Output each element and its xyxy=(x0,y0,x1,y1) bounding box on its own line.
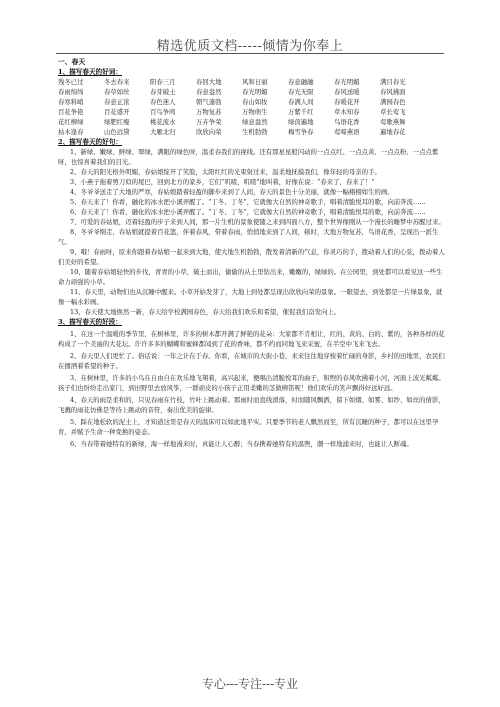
phrase: 百鸟争鸣 xyxy=(150,108,176,116)
page-footer: 专心---专注---专业 xyxy=(201,677,299,691)
phrase: 桃花流水 xyxy=(150,118,176,126)
phrase: 万物复苏 xyxy=(196,108,222,116)
phrase: 满园春色 xyxy=(380,98,406,106)
phrase: 草木知春 xyxy=(334,108,360,116)
phrase: 朝气蓬勃 xyxy=(196,98,222,106)
phrase: 绿肥红瘦 xyxy=(104,118,130,126)
phrase: 残冬已过 xyxy=(58,78,84,86)
phrase: 风和日丽 xyxy=(242,78,268,86)
phrase: 春暖花开 xyxy=(334,98,360,106)
phrase: 春风送暖 xyxy=(334,88,360,96)
phrase: 冬去春来 xyxy=(104,78,130,86)
paragraph: 6、当春带着她特有的新绿，海一样地漫来时，真能让人心醉；当春携着她特有的温煦，潮一样地涌来时，也能让人断魂。 xyxy=(70,440,413,448)
subheading-sentences: 2、描写春天的好句： xyxy=(58,138,122,146)
sentence: 3、小燕子拖着剪刀似的尾巴，回到北方的家乡，它们“叽喳，叽喳”地叫着，好像在说：“春来了，春来了！” xyxy=(70,178,375,186)
sentence: 13、春天使大地焕然一新，春天给学校满园春色，春天给我们欢乐和希望，催促我们奋发向上。 xyxy=(70,308,341,316)
phrase: 春光明媚 xyxy=(242,88,268,96)
phrase: 春草如丝 xyxy=(104,88,130,96)
sentence: 8、冬爷爷刚走，春姑娘就提着百花篮，伴着春风，带着春雨，悄悄地来到了人间，顿时，大地万物复苏，鸟语花香，呈现出一派生气。 xyxy=(58,228,439,246)
phrase: 春意盎然 xyxy=(196,88,222,96)
phrase-row xyxy=(58,77,446,87)
phrase: 百花盛开 xyxy=(104,108,130,116)
phrase: 春满人间 xyxy=(288,98,314,106)
phrase-row xyxy=(58,107,446,117)
subheading-words: 1、描写春天的好词： xyxy=(58,68,122,76)
phrase: 春意正浓 xyxy=(104,98,130,106)
phrase-row xyxy=(58,87,446,97)
page-header: 精选优质文档-----倾情为你奉上 xyxy=(156,39,344,54)
phrase: 春意融融 xyxy=(288,78,314,86)
phrase: 花红柳绿 xyxy=(58,118,84,126)
sentence: 1、新绿、嫩绿、鲜绿、翠绿，满眼的绿色呀，温柔春我们的视线。还有那星星般闪动的一点点红、一点点黄、一点点粉、一点点紫呀，也惊喜着我们的目光。 xyxy=(58,148,439,166)
sentence: 2、春天的阳光格外明媚，春姑娘绽开了笑脸，太阳红红的光束射过来，温柔地抚摸我们，像年轻的母亲的手。 xyxy=(70,168,381,176)
paragraph: 5、踩在地松软的泥土上，才知道这里是春天的温床可以如此地平实。只要季节的老人飘然而至，所有沉睡的种子，都可以在这里孕育，并赋予生命一种变换的姿态。 xyxy=(58,418,439,436)
sentence: 10、随着春姑娘轻快的步伐，青青的小草，破土而出，偷偷的从土里钻出来，嫩嫩的，绿绿的。在公园里，到处都可以看见这一些生命力顽强的小草。 xyxy=(58,268,443,286)
phrase: 春回大地 xyxy=(196,78,222,86)
phrase: 满目春光 xyxy=(380,78,406,86)
sentence: 11、春天里，动物们也从沉睡中醒来。小草开始发芽了，大地上到处都呈现出欣欣向荣的景象。一眼望去，到处都是一片绿景象，就像一幅水彩画。 xyxy=(58,288,443,306)
phrase: 春色迷人 xyxy=(150,98,176,106)
phrase: 万物萌生 xyxy=(242,108,268,116)
phrase-row xyxy=(58,117,446,127)
phrase-grid xyxy=(58,77,446,137)
phrase: 万卉争荣 xyxy=(196,118,222,126)
phrase: 生机勃勃 xyxy=(242,128,268,136)
paragraph: 3、在树林里，许多的小鸟在自由自在欢乐地飞翔着，高兴起来，便唱出清脆悦耳的曲子，和煦的春风吹拂着小河，河面上波光粼粼。孩子们也纷纷走出家门，到田野里去放风筝，一群顽皮的小孩子正用柔嫩的茎做柳笛呢！他们欢乐的笑声飘得好远好远。 xyxy=(58,374,445,392)
phrase: 绿意盎然 xyxy=(242,118,268,126)
subheading-paragraphs: 3、描写春天的好段： xyxy=(58,318,122,326)
paragraph: 2、春天里人们更忙了。俗话说：一年之计在于春。你看，在城市的大街小巷，来来往往地穿梭着忙碌的身影，乡村的田地里，农民们在播洒着希望的种子。 xyxy=(58,352,445,370)
sentence: 9、哦！春雨呀，原来你跟着春姑娘一起来到大地，使大地生机勃勃，散发着清新的气息，你灵巧的手，拨动着人们的心弦，拨动着人们美好的希望。 xyxy=(58,248,445,266)
phrase: 枯木逢春 xyxy=(58,128,84,136)
phrase: 百花争艳 xyxy=(58,108,84,116)
phrase: 遍地春花 xyxy=(380,128,406,136)
sentence: 6、春天来了！你看，融化的冰水把小溪弄醒了。“丁冬、丁冬”，它就像大自然的神奇歌手，唱着清脆悦耳的歌，向前奔流…… xyxy=(70,208,426,216)
phrase: 莺啼燕语 xyxy=(334,128,360,136)
phrase: 春风拂面 xyxy=(380,88,406,96)
phrase: 山色远黛 xyxy=(104,128,130,136)
phrase: 草长莺飞 xyxy=(380,108,406,116)
phrase-row xyxy=(58,97,446,107)
phrase: 莺歌燕舞 xyxy=(380,118,406,126)
phrase: 春寒料峭 xyxy=(58,98,84,106)
phrase: 阳春三月 xyxy=(150,78,176,86)
phrase: 春芽破土 xyxy=(150,88,176,96)
phrase: 春光无限 xyxy=(288,88,314,96)
paragraph: 4、春天的雨是柔和的，只见春雨在竹枝，竹叶上跳动着。那雨时而直线滑落，时而随风飘洒，留下如烟、如雾、如纱、如丝的倩影，飞溅的雨花仿佛是等待上跳动的音符，奏出优美的旋律。 xyxy=(58,396,445,414)
paragraph: 1、在这一个温暖的季节里，在树林里，许多的树木都开满了鲜艳的花朵：大家都不肯相让，红的、黄的、白的、紫的，各种各样的花构成了一个美丽的大花坛。许许多多的蝴蝶和蜜蜂都闻到了花的香味，都不约而同地飞来采蜜，在半空中飞来飞去。 xyxy=(58,330,445,348)
section-title: 一、春天 xyxy=(58,58,86,66)
phrase: 欣欣向荣 xyxy=(196,128,222,136)
document-body xyxy=(58,57,446,449)
phrase: 万紫千红 xyxy=(288,108,314,116)
sentence: 5、春天来了！你看，融化的冰水把小溪弄醒了。“丁冬、丁冬”，它就像大自然的神奇歌手，唱着清脆悦耳的歌，向前奔流…… xyxy=(70,198,426,206)
header-rule xyxy=(56,53,444,54)
phrase: 春山如妆 xyxy=(242,98,268,106)
phrase: 大雁北归 xyxy=(150,128,176,136)
phrase: 春光明媚 xyxy=(334,78,360,86)
phrase: 梅雪争春 xyxy=(288,128,314,136)
phrase-row xyxy=(58,127,446,137)
phrase: 绿茵遍地 xyxy=(288,118,314,126)
sentence: 7、可爱的春姑娘，迈着轻盈的步子来到人间，那一片生机的景象使随之来到四面八方，整个世界像刚从一个漫长的睡梦中苏醒过来。 xyxy=(70,218,445,226)
phrase: 鸟语花香 xyxy=(334,118,360,126)
sentence: 4、冬爷爷送走了大地的严寒，春姑娘踏着轻盈的脚步来到了人间，春天的景色十分美丽，就像一幅栩栩如生的画。 xyxy=(70,188,394,196)
phrase: 春雨绵绵 xyxy=(58,88,84,96)
